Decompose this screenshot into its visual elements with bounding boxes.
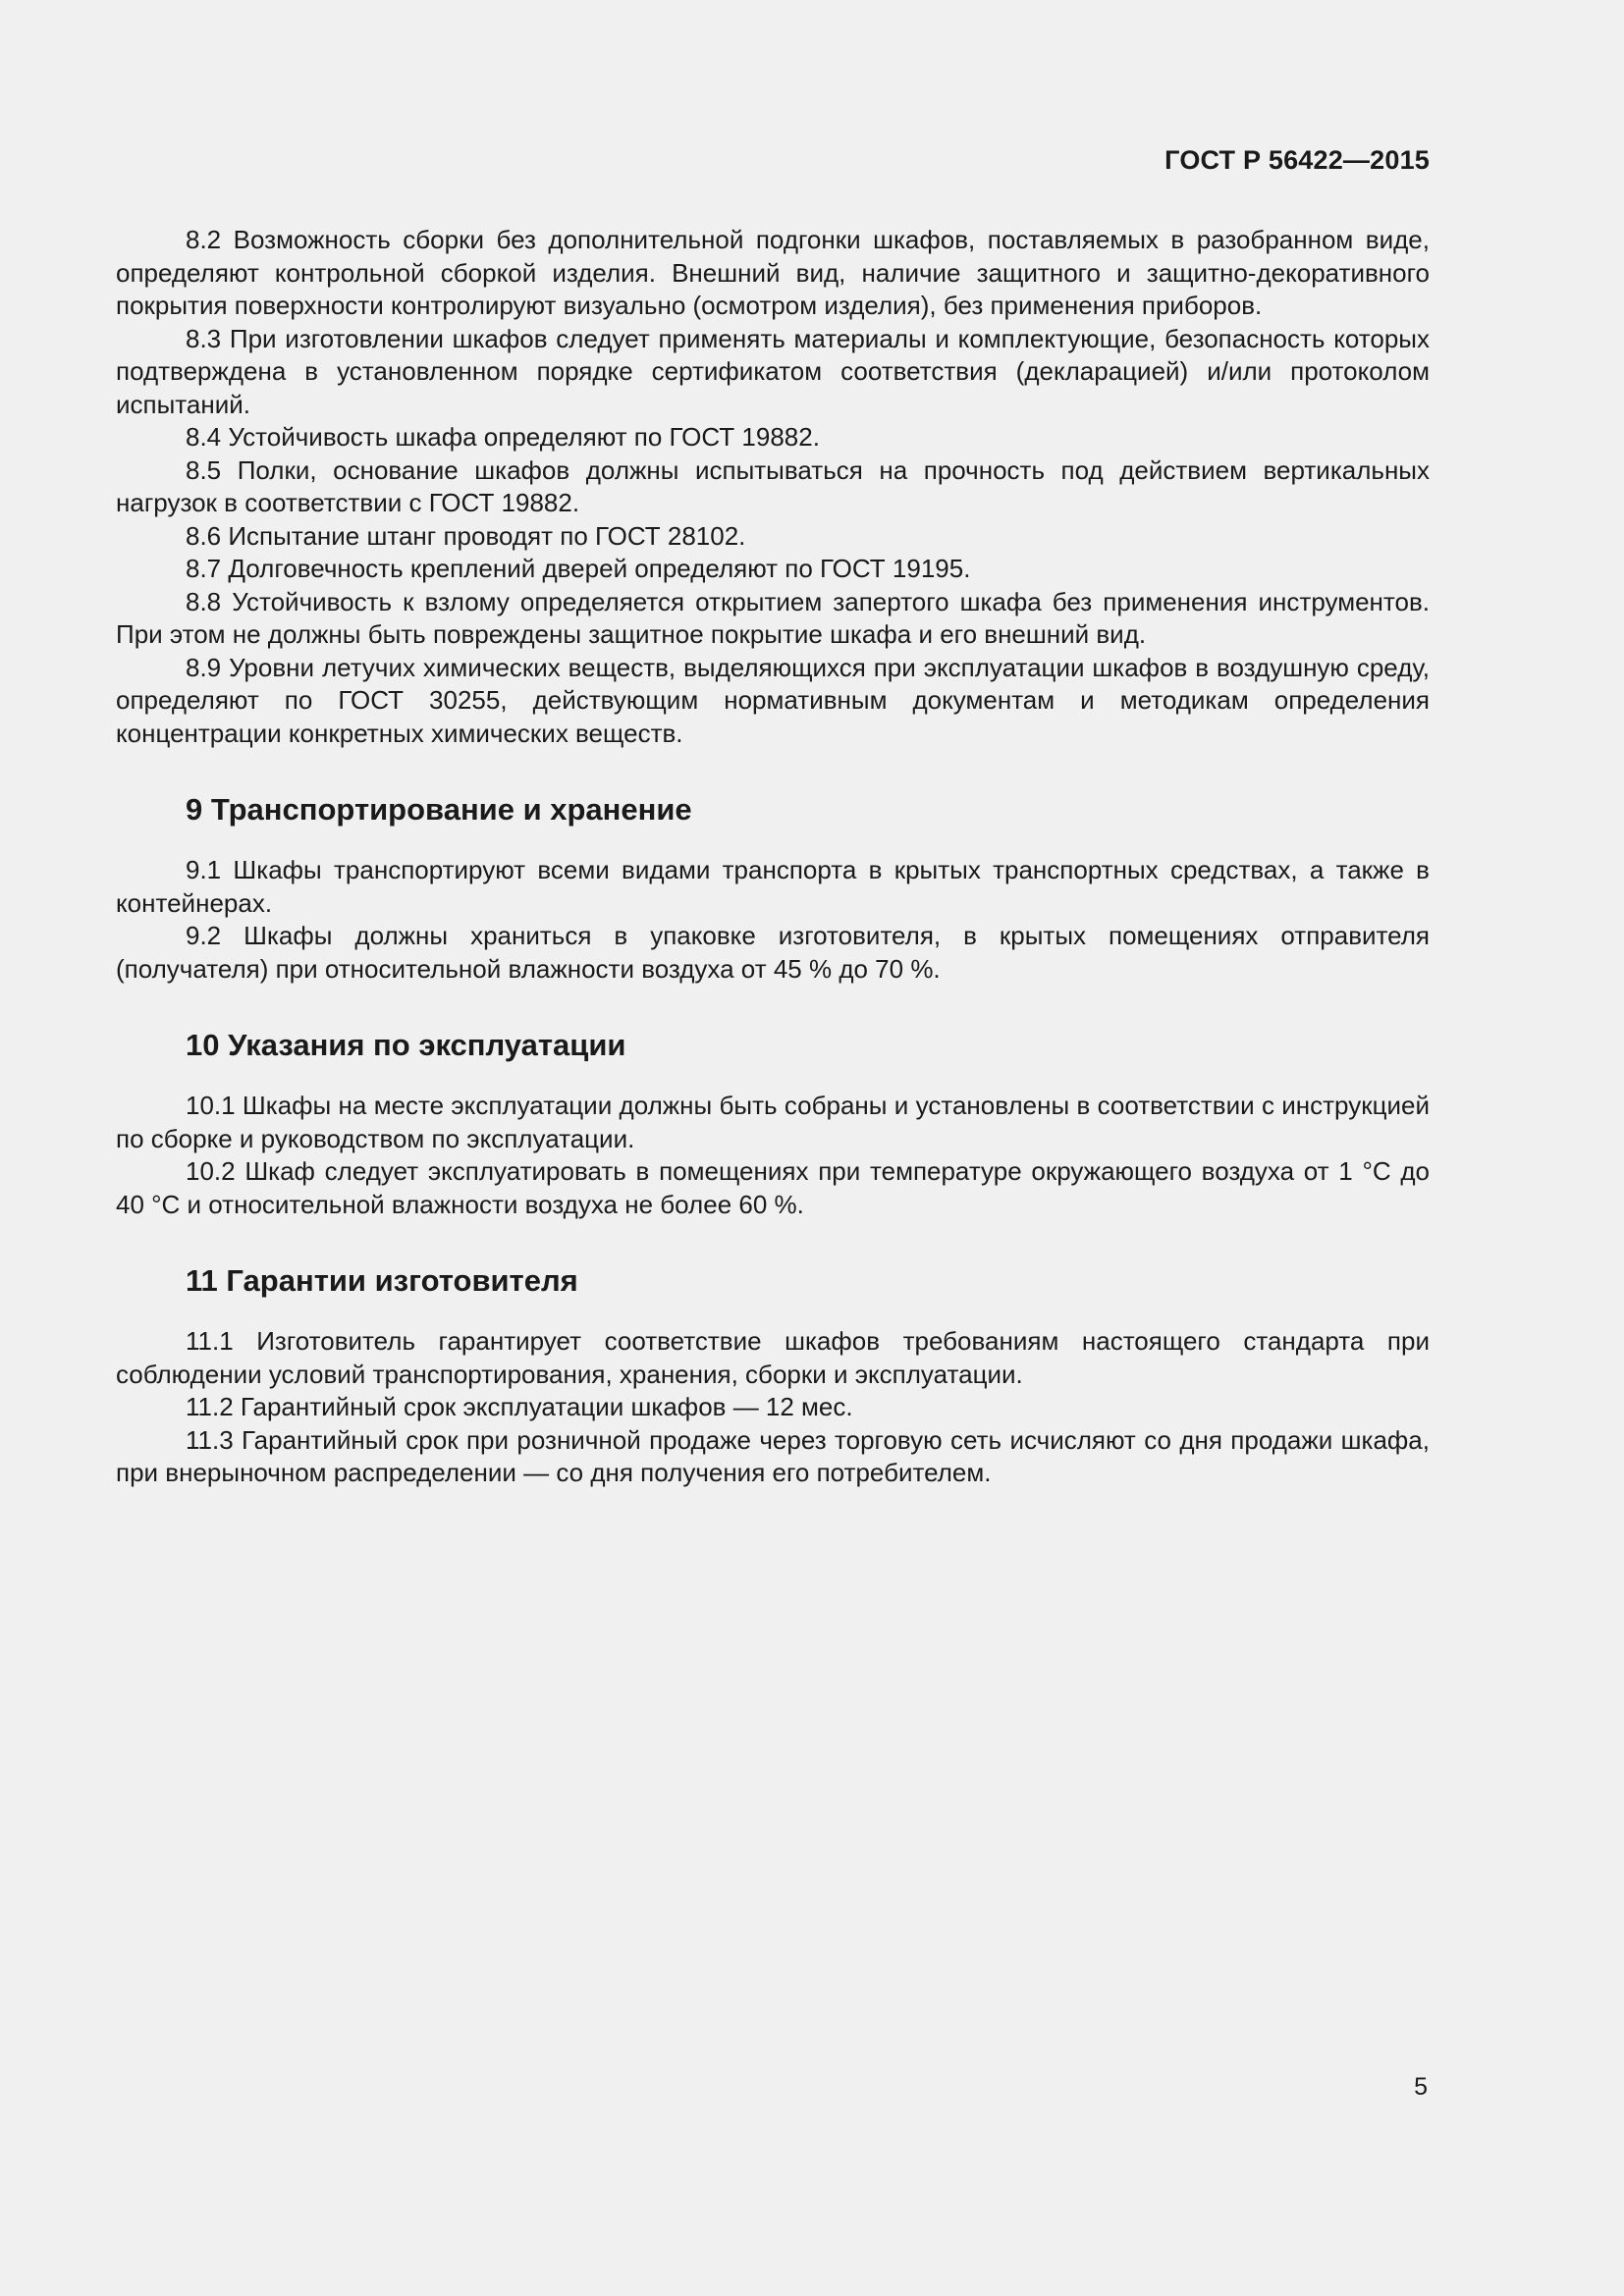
paragraph-11-3: 11.3 Гарантийный срок при розничной продаже через торговую сеть исчисляют со дня продажи шкафа, при внерыночном распределении — со дня получения его потребителем. [116,1424,1430,1487]
paragraph-8-4: 8.4 Устойчивость шкафа определяют по ГОСТ 19882. [186,422,820,452]
paragraph-10-2: 10.2 Шкаф следует эксплуатировать в помещениях при температуре окружающего воздуха от 1 °С до 40 °С и относительной влажности воздуха не более 60 %. [116,1156,1430,1219]
paragraph-9-2: 9.2 Шкафы должны храниться в упаковке изготовителя, в крытых помещениях отправителя (получателя) при относительной влажности воздуха от 45 % до 70 %. [116,921,1430,984]
paragraph-8-5: 8.5 Полки, основание шкафов должны испытываться на прочность под действием вертикальных нагрузок в соответствии с ГОСТ 19882. [116,454,1430,517]
section-9 [116,791,1430,986]
paragraph-8-3: 8.3 При изготовлении шкафов следует применять материалы и комплектующие, безопасность которых подтверждена в установленном порядке сертификатом соответствия (декларацией) и/или протоколом испытаний. [116,323,1430,419]
section-10 [116,1027,1430,1221]
page-number: 5 [1414,2073,1428,2101]
paragraph-9-1: 9.1 Шкафы транспортируют всеми видами транспорта в крытых транспортных средствах, а также в контейнерах. [116,855,1430,918]
section-8 [116,224,1430,750]
paragraph-11-1: 11.1 Изготовитель гарантирует соответствие шкафов требованиям настоящего стандарта при соблюдении условий транспортирования, хранения, сборки и эксплуатации. [116,1326,1430,1389]
section-title-9: 9 Транспортирование и хранение [186,792,692,827]
paragraph-8-6: 8.6 Испытание штанг проводят по ГОСТ 28102. [186,520,746,551]
paragraph-8-9: 8.9 Уровни летучих химических веществ, выделяющихся при эксплуатации шкафов в воздушную среду, определяют по ГОСТ 30255, действующим нормативным документам и методикам определения концентрации конкретных химических веществ. [116,652,1430,748]
section-title-10: 10 Указания по эксплуатации [186,1028,626,1062]
section-11 [116,1262,1430,1490]
paragraph-11-2: 11.2 Гарантийный срок эксплуатации шкафов — 12 мес. [186,1392,853,1421]
document-body [116,224,1430,1490]
document-code: ГОСТ Р 56422—2015 [1164,145,1430,175]
paragraph-10-1: 10.1 Шкафы на месте эксплуатации должны быть собраны и установлены в соответствии с инструкцией по сборке и руководством по эксплуатации. [116,1091,1430,1153]
paragraph-8-8: 8.8 Устойчивость к взлому определяется открытием запертого шкафа без применения инструментов. При этом не должны быть повреждены защитное покрытие шкафа и его внешний вид. [116,586,1430,649]
paragraph-8-2: 8.2 Возможность сборки без дополнительной подгонки шкафов, поставляемых в разобранном виде, определяют контрольной сборкой изделия. Внешний вид, наличие защитного и защитно-декоративного покрытия поверхности контролируют визуально (осмотром изделия), без применения приборов. [116,225,1430,320]
section-title-11: 11 Гарантии изготовителя [186,1263,578,1298]
paragraph-8-7: 8.7 Долговечность креплений дверей определяют по ГОСТ 19195. [186,554,971,583]
